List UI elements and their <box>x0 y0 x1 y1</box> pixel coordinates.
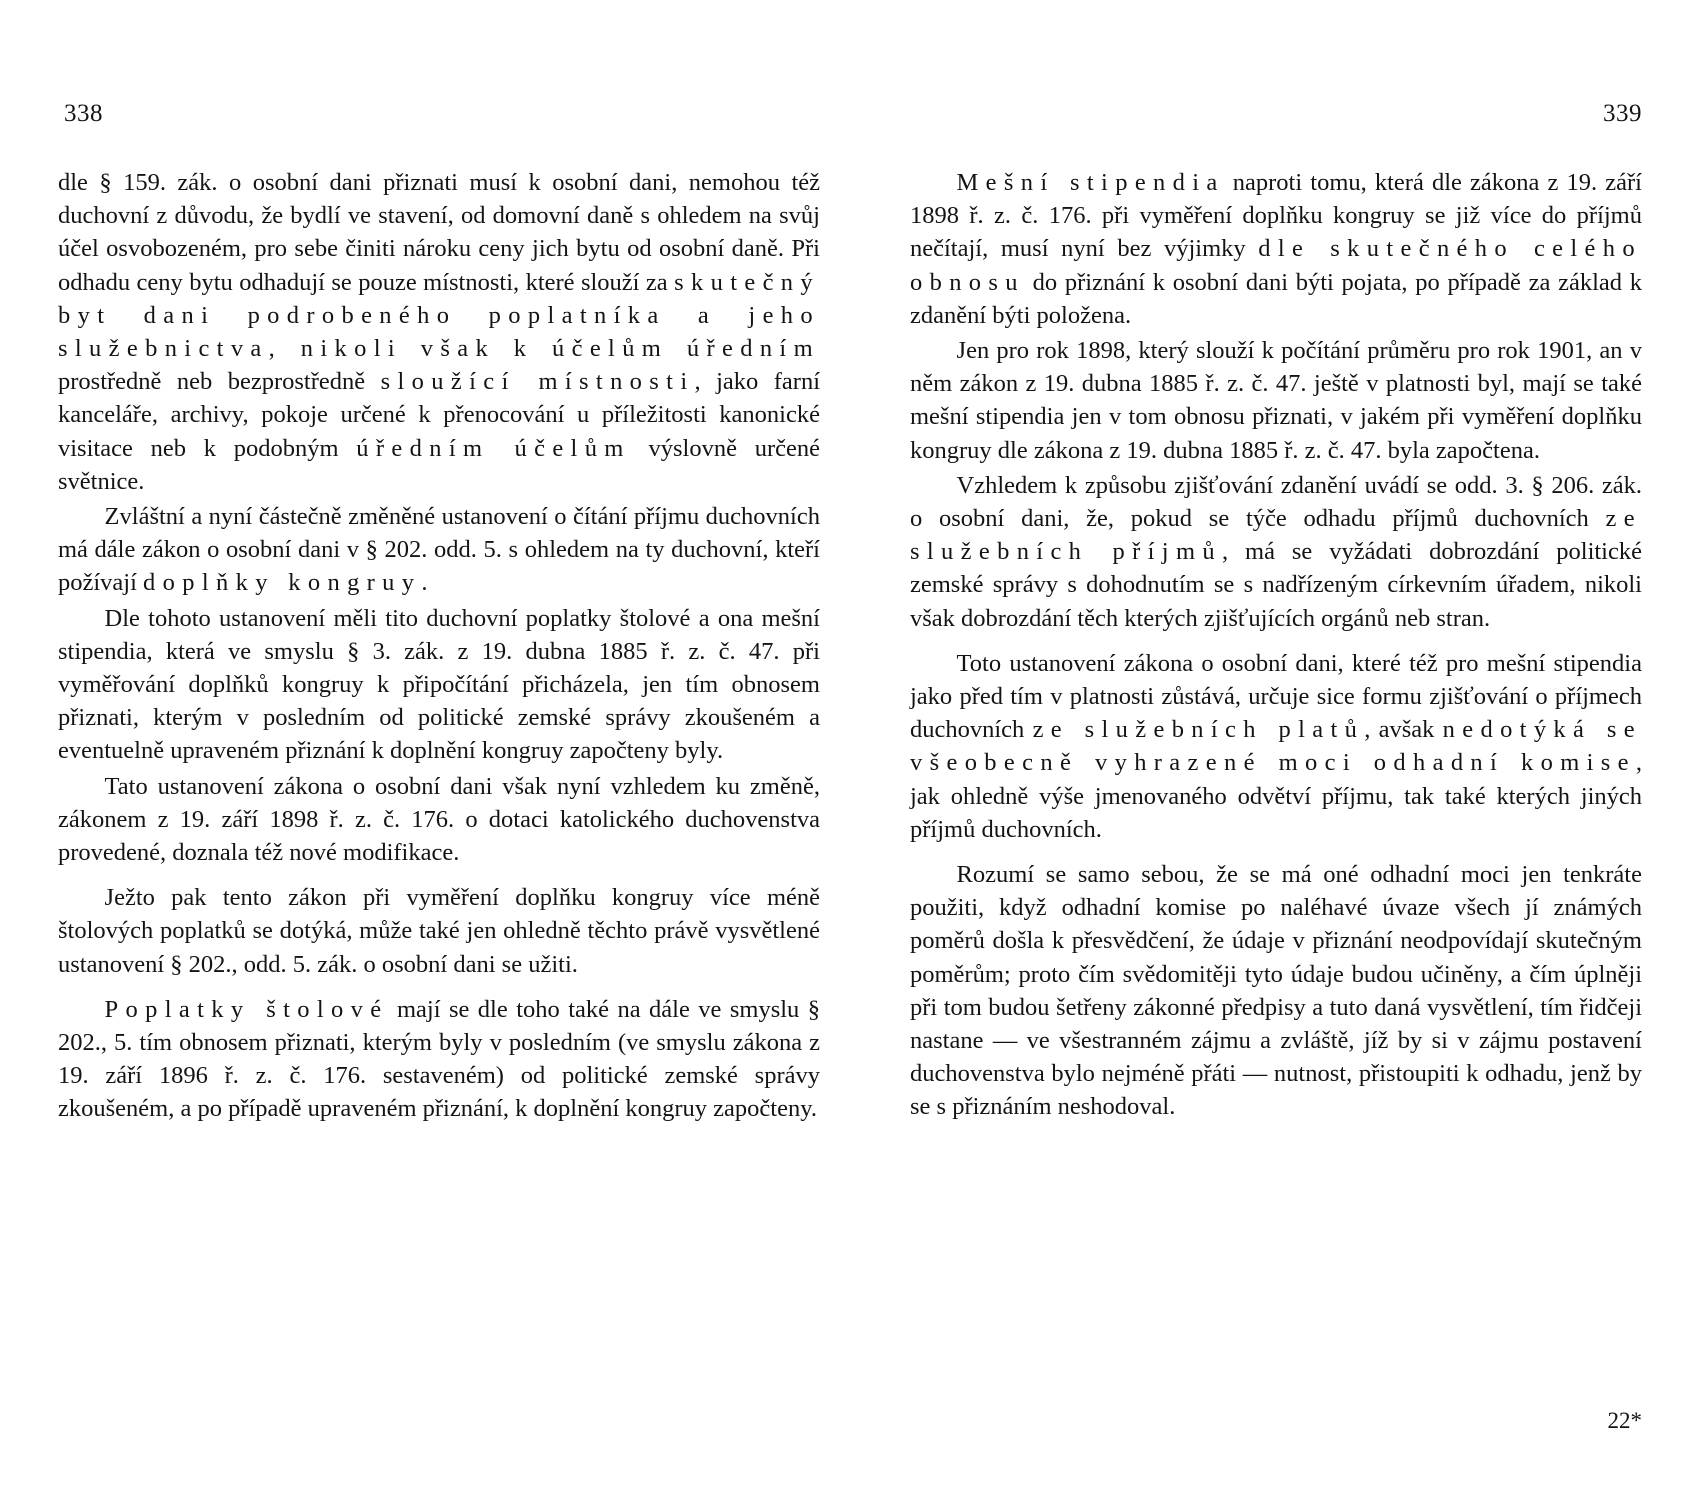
paragraph: Poplatky štolové mají se dle toho také na dále ve smyslu § 202., 5. tím obnosem přiznati, kterým byly v posledním (ve smyslu zákona z 19. září 1896 ř. z. č. 176. sestaveném) od politické zemské správy zkoušeném, a po případě upraveném přiznání, k doplnění kongruy započteny. <box>58 995 821 1123</box>
left-text-column <box>58 166 820 1128</box>
spaced-emphasis: doplňky kongruy <box>143 569 422 597</box>
spaced-emphasis: Mešní stipendia <box>956 169 1225 196</box>
spaced-emphasis: sloužící místnosti <box>380 368 695 396</box>
paragraph: Vzhledem k způsobu zjišťování zdanění uvádí se odd. 3. § 206. zák. o osobní dani, že, pokud se týče odhadu příjmů duchovních ze služebních příjmů, má se vyžádati dobrozdání politické zemské správy s dohodnutím se s nadřízeným církevním úřadem, nikoli však dobrozdání těch kterých zjišťujících orgánů neb stran. <box>910 471 1642 632</box>
spaced-emphasis: ze služebních příjmů <box>910 505 1642 566</box>
right-page <box>850 0 1700 1500</box>
spaced-emphasis: nedotýká se všeobecně vyhrazené moci odhadní komise <box>910 716 1642 777</box>
paragraph: dle § 159. zák. o osobní dani přiznati musí k osobní dani, nemohou též duchovní z důvodu, že bydlí ve stavení, od domovní daně s ohledem na svůj účel osvobozeném, pro sebe činiti nároku ceny jich bytu od osobní daně. Při odhadu ceny bytu odhadují se pouze místnosti, které slouží za skutečný byt dani podrobeného poplatníka a jeho služebnictva, nikoli však k účelům úředním prostředně neb bezprostředně sloužící místnosti, jako farní kanceláře, archivy, pokoje určené k přenocování u příležitosti kanonické visitace neb k podobným úředním účelům výslovně určené světnice. <box>58 169 821 495</box>
spaced-emphasis: úředním účelům <box>356 434 631 462</box>
paragraph: Toto ustanovení zákona o osobní dani, které též pro mešní stipendia jako před tím v platnosti zůstává, určuje sice formu zjišťování o příjmech duchovních ze služebních platů, avšak nedotýká se všeobecně vyhrazené moci odhadní komise, jak ohledně výše jmenovaného odvětví příjmu, tak také kterých jiných příjmů duchovních. <box>910 649 1642 843</box>
paragraph: Tato ustanovení zákona o osobní dani však nyní vzhledem ku změně, zákonem z 19. září 1898 ř. z. č. 176. o dotaci katolického duchovenstva provedené, doznala též nové modifikace. <box>58 772 820 867</box>
left-page-number: 338 <box>64 100 103 127</box>
signature-mark: 22* <box>1607 1408 1642 1433</box>
paragraph: Mešní stipendia naproti tomu, která dle zákona z 19. září 1898 ř. z. č. 176. při vyměření doplňku kongruy se již více do příjmů nečítají, musí nyní bez výjimky dle skutečného celého obnosu do přiznání k osobní dani býti pojata, po případě za základ k zdanění býti položena. <box>910 169 1642 329</box>
right-text-column <box>910 166 1642 1126</box>
spaced-emphasis: Poplatky štolové <box>104 995 389 1023</box>
paragraph: Rozumí se samo sebou, že se má oné odhadní moci jen tenkráte použiti, když odhadní komise po naléhavé úvaze všech jí známých poměrů došla k přesvědčení, že údaje v přiznání neodpovídají skutečným poměrům; proto čím svědomitěji tyto údaje budou učiněny, a čím úplněji při tom budou šetřeny zákonné předpisy a tuto daná vysvětlení, tím řidčeji nastane — ve všestranném zájmu a zvláště, jíž by si v zájmu postavení duchovenstva bylo nejméně přáti — nutnost, přistoupiti k odhadu, jenž by se s přiznáním neshodoval. <box>910 861 1642 1121</box>
paragraph: Jen pro rok 1898, který slouží k počítání průměru pro rok 1901, an v něm zákon z 19. dubna 1885 ř. z. č. 47. ještě v platnosti byl, mají se také mešní stipendia jen v tom obnosu přiznati, v jakém při vyměření doplňku kongruy dle zákona z 19. dubna 1885 ř. z. č. 47. byla započtena. <box>910 337 1642 464</box>
paragraph: Ježto pak tento zákon při vyměření doplňku kongruy více méně štolových poplatků se dotýká, může také jen ohledně těchto právě vysvětlené ustanovení § 202., odd. 5. zák. o osobní dani se užiti. <box>58 884 820 978</box>
paragraph: Zvláštní a nyní částečně změněné ustanovení o čítání příjmu duchovních má dále zákon o osobní dani v § 202. odd. 5. s ohledem na ty duchovní, kteří požívají doplňky kongruy. <box>58 503 820 597</box>
spaced-emphasis: ze služebních platů <box>1032 716 1365 744</box>
paragraph: Dle tohoto ustanovení měli tito duchovní poplatky štolové a ona mešní stipendia, která ve smyslu § 3. zák. z 19. dubna 1885 ř. z. č. 47. při vyměřování doplňků kongruy k připočítání přicházela, jen tím obnosem přiznati, kterým v posledním od politické zemské správy zkoušeném a eventuelně upraveném přiznání k doplnění kongruy započteny byly. <box>58 604 820 765</box>
spaced-emphasis: dle skutečného celého obnosu <box>910 235 1642 296</box>
spaced-emphasis: skutečný byt dani podrobeného poplatníka a jeho služebnictva, nikoli však k účelům úředním <box>58 268 820 363</box>
right-page-number: 339 <box>1603 100 1642 127</box>
